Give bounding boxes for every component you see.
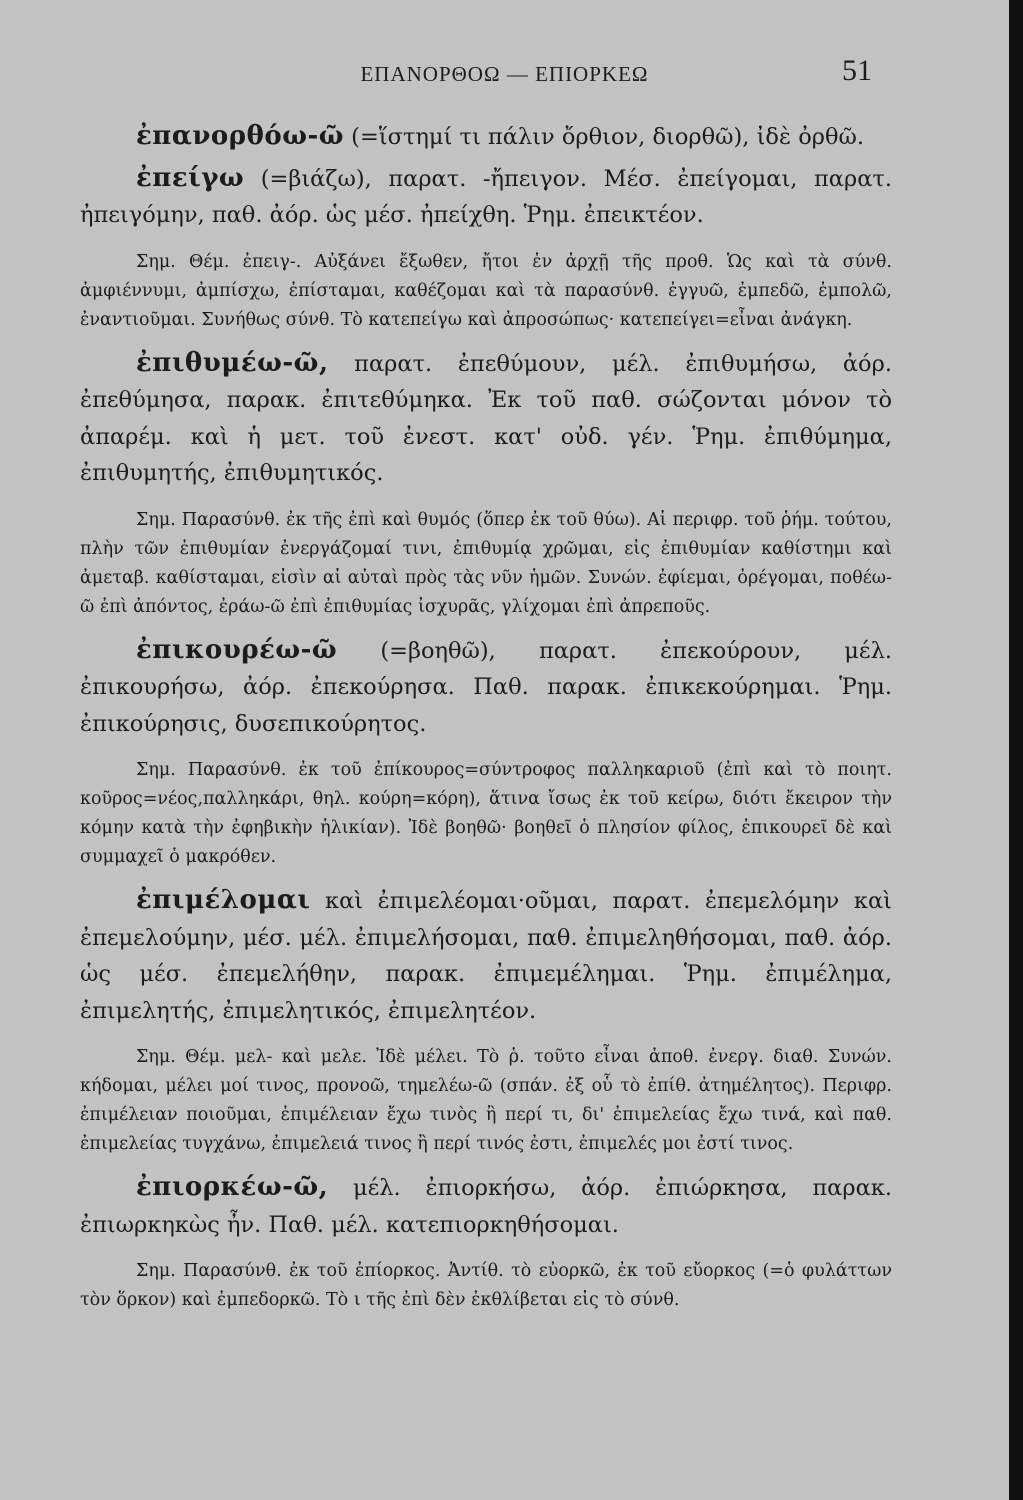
dictionary-entry bbox=[80, 160, 892, 234]
page-body bbox=[80, 118, 892, 1325]
entry-lemma: ἐπιθυμέω-ῶ, bbox=[136, 347, 329, 378]
entry-text: (=ἵστημί τι πάλιν ὄρθιον, διορθῶ), ἰδὲ ὀρθῶ. bbox=[344, 124, 865, 150]
page-edge-shadow bbox=[1009, 0, 1023, 1500]
grammar-note: Σημ. Παρασύνθ. ἐκ τοῦ ἐπίκουρος=σύντροφος παλληκαριοῦ (ἐπὶ καὶ τὸ ποιητ. κοῦρος=νέος,παλληκάρι, θηλ. κούρη=κόρη), ἅτινα ἴσως ἐκ τοῦ κείρω, διότι ἔκειρον τὴν κόμην κατὰ τὴν ἐφηβικὴν ἡλικίαν). Ἰδὲ βοηθῶ· βοηθεῖ ὁ πλησίον φίλος, ἐπικουρεῖ δὲ καὶ συμμαχεῖ ὁ μακρόθεν. bbox=[80, 760, 892, 867]
entry-text: (=βιάζω), παρατ. -ἤπειγον. Μέσ. ἐπείγομαι, παρατ. ἠπειγόμην, παθ. ἀόρ. ὡς μέσ. ἠπείχθη. Ῥημ. ἐπεικτέον. bbox=[80, 165, 892, 228]
entry-text: μέλ. ἐπιορκήσω, ἀόρ. ἐπιώρκησα, παρακ. ἐπιωρκηκὼς ἦν. Παθ. μέλ. κατεπιορκηθήσομαι. bbox=[80, 1175, 892, 1238]
entry-text: παρατ. ἐπεθύμουν, μέλ. ἐπιθυμήσω, ἀόρ. ἐπεθύμησα, παρακ. ἐπιτεθύμηκα. Ἐκ τοῦ παθ. σώζονται μόνον τὸ ἀπαρέμ. καὶ ἡ μετ. τοῦ ἐνεστ. κατ' οὐδ. γέν. Ῥημ. ἐπιθύμημα, ἐπιθυμητής, ἐπιθυμητικός. bbox=[80, 350, 892, 486]
page-number: 51 bbox=[842, 54, 872, 87]
dictionary-entry bbox=[80, 882, 892, 1029]
dictionary-entry bbox=[80, 345, 892, 492]
entry-text: (=βοηθῶ), παρατ. ἐπεκούρουν, μέλ. ἐπικουρήσω, ἀόρ. ἐπεκούρησα. Παθ. παρακ. ἐπικεκούρημαι. Ῥημ. ἐπικούρησις, δυσεπικούρητος. bbox=[80, 637, 892, 737]
grammar-note: Σημ. Παρασύνθ. ἐκ τῆς ἐπὶ καὶ θυμός (ὅπερ ἐκ τοῦ θύω). Αἱ περιφρ. τοῦ ῥήμ. τούτου, πλὴν τῶν ἐπιθυμίαν ἐνεργάζομαί τινι, ἐπιθυμίᾳ χρῶμαι, εἰς ἐπιθυμίαν καθίστημι καὶ ἀμεταβ. καθίσταμαι, εἰσὶν αἱ αὐταὶ πρὸς τὰς νῦν ἡμῶν. Συνών. ἐφίεμαι, ὀρέγομαι, ποθέω-ῶ ἐπὶ ἀπόντος, ἐράω-ῶ ἐπὶ ἐπιθυμίας ἰσχυρᾶς, γλίχομαι ἐπὶ ἀπρεποῦς. bbox=[80, 509, 892, 617]
entry-lemma: ἐπανορθόω-ῶ bbox=[136, 121, 345, 151]
running-title: ΕΠΑΝΟΡΘΟΩ — ΕΠΙΟΡΚΕΩ bbox=[360, 62, 649, 86]
entry-lemma: ἐπιμέλομαι bbox=[136, 885, 311, 915]
entry-lemma: ἐπιορκέω-ῶ, bbox=[136, 1172, 329, 1202]
dictionary-entry bbox=[80, 632, 892, 743]
entry-lemma: ἐπικουρέω-ῶ bbox=[136, 634, 338, 665]
grammar-note: Σημ. Παρασύνθ. ἐκ τοῦ ἐπίορκος. Ἀντίθ. τὸ εὐορκῶ, ἐκ τοῦ εὔορκος (=ὁ φυλάττων τὸν ὅρκον) καὶ ἐμπεδορκῶ. Τὸ ι τῆς ἐπὶ δὲν ἐκθλίβεται εἰς τὸ σύνθ. bbox=[80, 1261, 892, 1310]
grammar-note: Σημ. Θέμ. ἐπειγ-. Αὐξάνει ἔξωθεν, ἤτοι ἐν ἀρχῇ τῆς προθ. Ὡς καὶ τὰ σύνθ. ἀμφιέννυμι, ἀμπίσχω, ἐπίσταμαι, καθέζομαι καὶ τὰ παρασύνθ. ἐγγυῶ, ἐμπεδῶ, ἐμπολῶ, ἐναντιοῦμαι. Συνήθως σύνθ. Τὸ κατεπείγω καὶ ἀπροσώπως· κατεπείγει=εἶναι ἀνάγκη. bbox=[80, 251, 892, 330]
dictionary-entry bbox=[80, 1169, 892, 1243]
grammar-note: Σημ. Θέμ. μελ- καὶ μελε. Ἰδὲ μέλει. Τὸ ῥ. τοῦτο εἶναι ἀποθ. ἐνεργ. διαθ. Συνών. κήδομαι, μέλει μοί τινος, προνοῶ, τημελέω-ῶ (σπάν. ἐξ οὗ τὸ ἐπίθ. ἀτημέλητος). Περιφρ. ἐπιμέλειαν ποιοῦμαι, ἐπιμέλειαν ἔχω τινὸς ἢ περί τι, δι' ἐπιμελείας ἔχω τινά, καὶ παθ. ἐπιμελείας τυγχάνω, ἐπιμελειά τινος ἢ περί τινός ἐστι, ἐπιμελές μοι ἐστί τινος. bbox=[80, 1047, 892, 1154]
entry-lemma: ἐπείγω bbox=[136, 162, 245, 193]
dictionary-entry bbox=[80, 118, 892, 156]
entry-text: καὶ ἐπιμελέομαι·οῦμαι, παρατ. ἐπεμελόμην καὶ ἐπεμελούμην, μέσ. μέλ. ἐπιμελήσομαι, παθ. ἐπιμεληθήσομαι, παθ. ἀόρ. ὡς μέσ. ἐπεμελήθην, παρακ. ἐπιμεμέλημαι. Ῥημ. ἐπιμέλημα, ἐπιμελητής, ἐπιμελητικός, ἐπιμελητέον. bbox=[80, 888, 892, 1024]
